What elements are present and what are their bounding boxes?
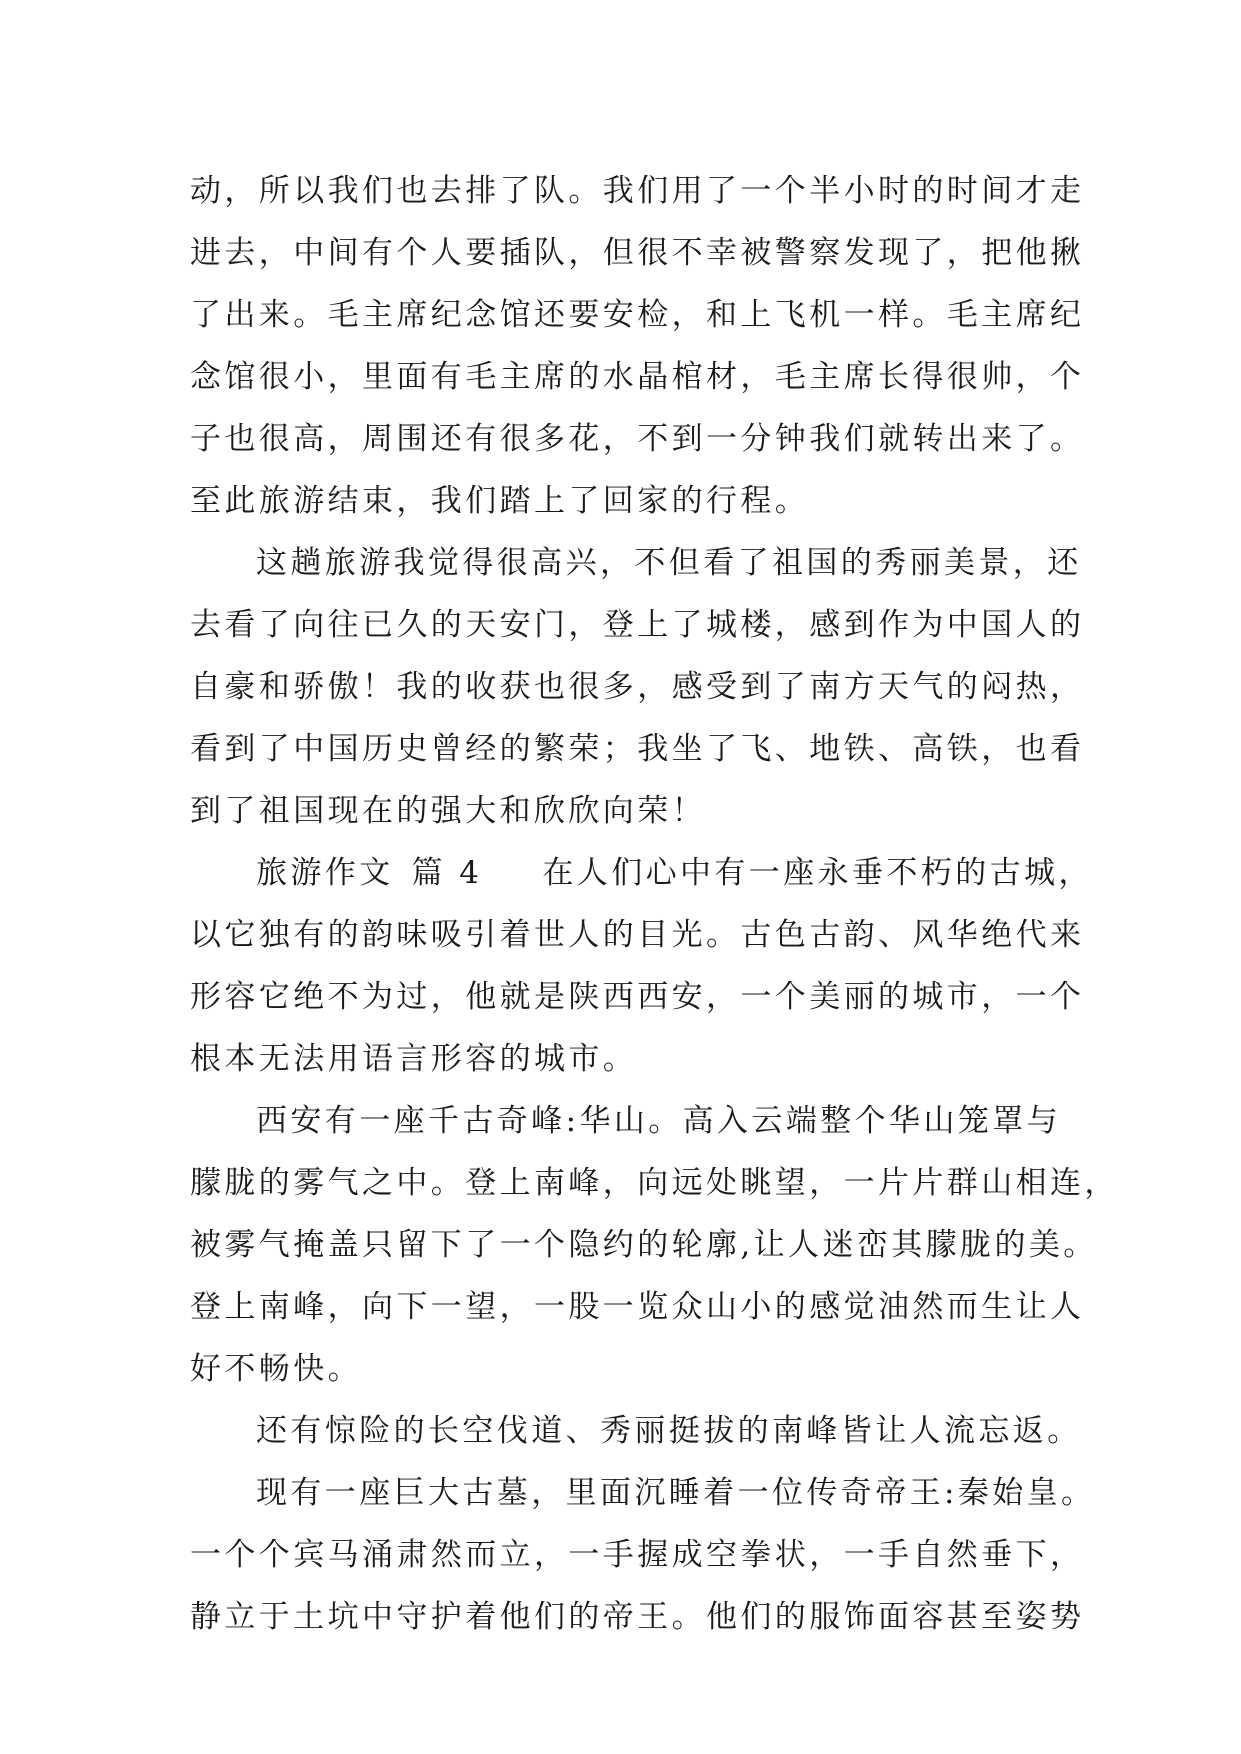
text-line: 一个个宾马涌肃然而立，一手握成空拳状，一手自然垂下， — [190, 1537, 1085, 1573]
text-line: 了出来。毛主席纪念馆还要安检，和上飞机一样。毛主席纪 — [190, 297, 1085, 333]
text-line: 静立于土坑中守护着他们的帝王。他们的服饰面容甚至姿势 — [190, 1599, 1085, 1635]
text-line: 朦胧的雾气之中。登上南峰，向远处眺望，一片片群山相连， — [190, 1165, 1119, 1201]
paragraph-start-line: 还有惊险的长空伐道、秀丽挺拔的南峰皆让人流忘返。 — [256, 1413, 1082, 1449]
text-line: 念馆很小，里面有毛主席的水晶棺材，毛主席长得很帅，个 — [190, 359, 1085, 395]
section-first-text: 在人们心中有一座永垂不朽的古城， — [542, 855, 1093, 891]
text-line: 去看了向往已久的天安门，登上了城楼，感到作为中国人的 — [190, 607, 1085, 643]
text-line: 到了祖国现在的强大和欣欣向荣！ — [190, 793, 706, 829]
text-line: 好不畅快。 — [190, 1351, 362, 1387]
paragraph-start-line: 西安有一座千古奇峰:华山。高入云端整个华山笼罩与 — [256, 1103, 1062, 1139]
text-line: 进去，中间有个人要插队，但很不幸被警察发现了，把他揪 — [190, 235, 1085, 271]
text-line: 至此旅游结束，我们踏上了回家的行程。 — [190, 483, 810, 519]
body-text — [190, 160, 1119, 1648]
section-heading-line — [190, 842, 1093, 904]
text-line: 登上南峰，向下一望，一股一览众山小的感觉油然而生让人 — [190, 1289, 1085, 1325]
text-line: 形容它绝不为过，他就是陕西西安，一个美丽的城市，一个 — [190, 979, 1085, 1015]
text-line: 根本无法用语言形容的城市。 — [190, 1041, 638, 1077]
text-line: 看到了中国历史曾经的繁荣；我坐了飞、地铁、高铁，也看 — [190, 731, 1085, 767]
paragraph-start-line: 这趟旅游我觉得很高兴，不但看了祖国的秀丽美景，还 — [256, 545, 1082, 581]
section-title: 旅游作文 — [256, 855, 394, 891]
text-line: 被雾气掩盖只留下了一个隐约的轮廓,让人迷峦其朦胧的美。 — [190, 1227, 1098, 1263]
text-line: 以它独有的韵味吸引着世人的目光。古色古韵、风华绝代来 — [190, 917, 1085, 953]
section-number: 篇 4 — [411, 855, 483, 891]
text-line: 动，所以我们也去排了队。我们用了一个半小时的时间才走 — [190, 173, 1085, 209]
text-line: 子也很高，周围还有很多花，不到一分钟我们就转出来了。 — [190, 421, 1085, 457]
paragraph-start-line: 现有一座巨大古墓，里面沉睡着一位传奇帝王:秦始皇。 — [256, 1475, 1096, 1511]
text-line: 自豪和骄傲！我的收获也很多，感受到了南方天气的闷热， — [190, 669, 1085, 705]
